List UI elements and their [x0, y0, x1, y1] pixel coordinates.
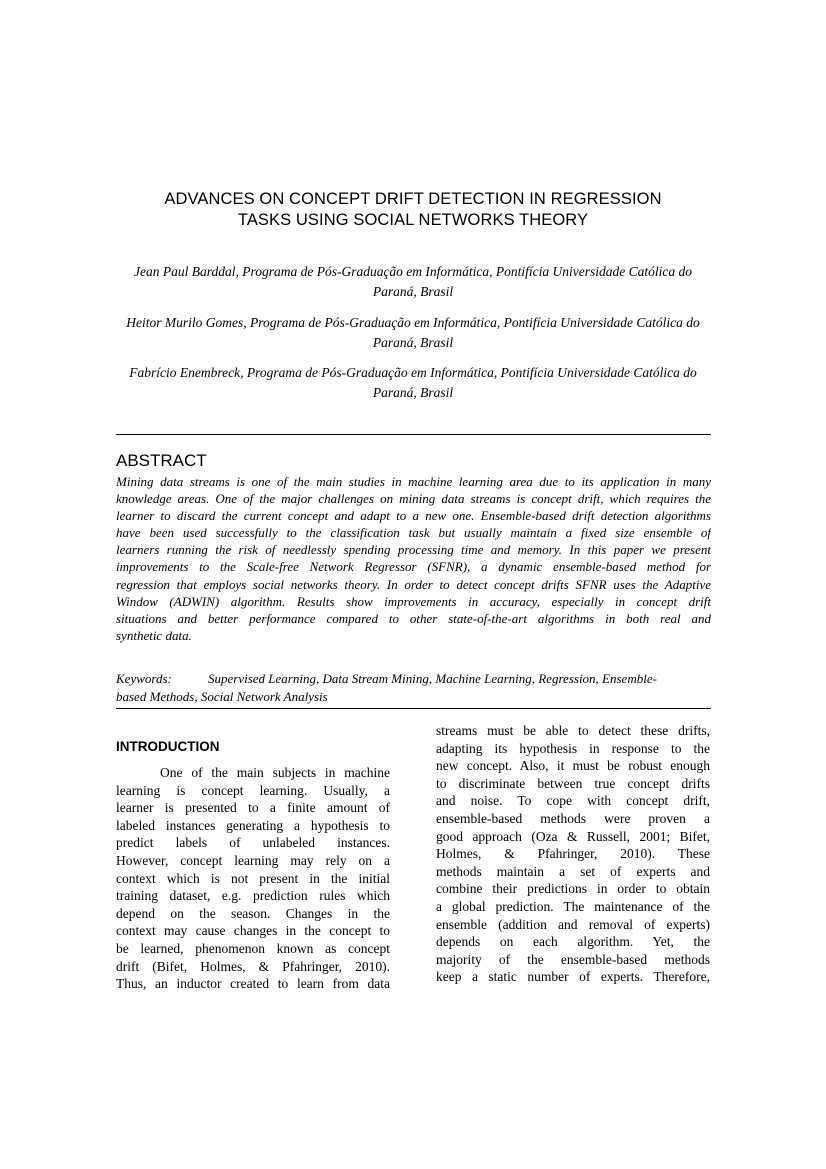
body-line: labeled instances generating a hypothesis to: [116, 817, 390, 833]
abstract-line: have been used successfully to the classification task but usually maintain a fixed size ensemble of: [116, 525, 711, 541]
body-line: training dataset, e.g. prediction rules which: [116, 888, 390, 904]
body-column-left: [116, 764, 390, 993]
title-line: TASKS USING SOCIAL NETWORKS THEORY: [237, 211, 589, 229]
author-line: Paraná, Brasil: [372, 385, 454, 400]
body-line: combine their predictions in order to obtain: [436, 881, 710, 897]
abstract-line: situations and better performance compared to other state-of-the-art algorithms in both real and: [116, 610, 711, 626]
body-line: depend on the season. Changes in the: [116, 905, 390, 921]
author-line: Paraná, Brasil: [372, 335, 454, 350]
body-line: Thus, an inductor created to learn from data: [116, 976, 390, 992]
body-line: ensemble (addition and removal of experts): [436, 916, 710, 932]
author-line: Fabrício Enembreck, Programa de Pós-Graduação em Informática, Pontifícia Universidade Católica do: [129, 365, 697, 380]
body-line: and noise. To cope with concept drift,: [436, 793, 710, 809]
body-line: new concept. Also, it must be robust enough: [436, 758, 710, 774]
abstract-line: Window (ADWIN) algorithm. Results show improvements in accuracy, especially in concept drift: [116, 593, 711, 609]
abstract-line: knowledge areas. One of the major challenges on mining data streams is concept drift, which requires the: [116, 491, 711, 507]
keywords-text: Supervised Learning, Data Stream Mining, Machine Learning, Regression, Ensemble-: [208, 671, 657, 686]
abstract-line: synthetic data.: [116, 627, 192, 643]
body-line: streams must be able to detect these drifts,: [436, 723, 710, 738]
body-line: ensemble-based methods were proven a: [436, 810, 710, 826]
abstract-line: learners running the risk of needlessly spending processing time and memory. In this paper we present: [116, 542, 711, 558]
abstract-text: [116, 473, 711, 644]
introduction-heading: INTRODUCTION: [116, 739, 220, 754]
abstract-line: Mining data streams is one of the main studies in machine learning area due to its application in many: [116, 474, 711, 489]
body-line: However, concept learning may rely on a: [116, 852, 390, 868]
title-line: ADVANCES ON CONCEPT DRIFT DETECTION IN REGRESSION: [164, 190, 662, 208]
author-line: Jean Paul Barddal, Programa de Pós-Graduação em Informática, Pontifícia Universidade Católica do: [133, 264, 693, 279]
body-line: majority of the ensemble-based methods: [436, 951, 710, 967]
body-line: adapting its hypothesis in response to the: [436, 740, 710, 756]
author-affiliation: [110, 262, 716, 302]
body-line: drift (Bifet, Holmes, & Pfahringer, 2010).: [116, 958, 390, 974]
body-column-right: [436, 722, 710, 986]
author-affiliation: [110, 313, 716, 353]
paper-title: [120, 189, 706, 231]
keywords-text: based Methods, Social Network Analysis: [116, 688, 328, 704]
body-line: depends on each algorithm. Yet, the: [436, 934, 710, 950]
body-line: be learned, phenomenon known as concept: [116, 940, 390, 956]
keywords-label: Keywords:: [116, 671, 172, 686]
abstract-line: improvements to the Scale-free Network Regressor (SFNR), a dynamic ensemble-based method for: [116, 559, 711, 575]
body-line: context may cause changes in the concept to: [116, 923, 390, 939]
body-line: context which is not present in the initial: [116, 870, 390, 886]
body-line: a global prediction. The maintenance of the: [436, 898, 710, 914]
body-line: One of the main subjects in machine: [160, 765, 390, 780]
body-line: learning is concept learning. Usually, a: [116, 782, 390, 798]
body-line: to discriminate between true concept drifts: [436, 775, 710, 791]
author-line: Heitor Murilo Gomes, Programa de Pós-Graduação em Informática, Pontifícia Universidade Católica do: [126, 315, 700, 330]
section-divider: [116, 434, 711, 435]
section-divider: [116, 708, 711, 709]
body-line: good approach (Oza & Russell, 2001; Bifet,: [436, 828, 710, 844]
keywords: [116, 670, 711, 705]
body-line: predict labels of unlabeled instances.: [116, 835, 390, 851]
author-line: Paraná, Brasil: [372, 284, 454, 299]
abstract-line: regression that employs social networks theory. In order to detect concept drifts SFNR uses the Adaptive: [116, 576, 711, 592]
author-affiliation: [110, 363, 716, 403]
abstract-line: learner to discard the current concept and adapt to a new one. Ensemble-based drift detection algorithms: [116, 508, 711, 524]
body-line: keep a static number of experts. Therefore,: [436, 969, 710, 985]
body-line: learner is presented to a finite amount of: [116, 800, 390, 816]
abstract-heading: ABSTRACT: [116, 451, 207, 470]
body-line: Holmes, & Pfahringer, 2010). These: [436, 846, 710, 862]
body-line: methods maintain a set of experts and: [436, 863, 710, 879]
